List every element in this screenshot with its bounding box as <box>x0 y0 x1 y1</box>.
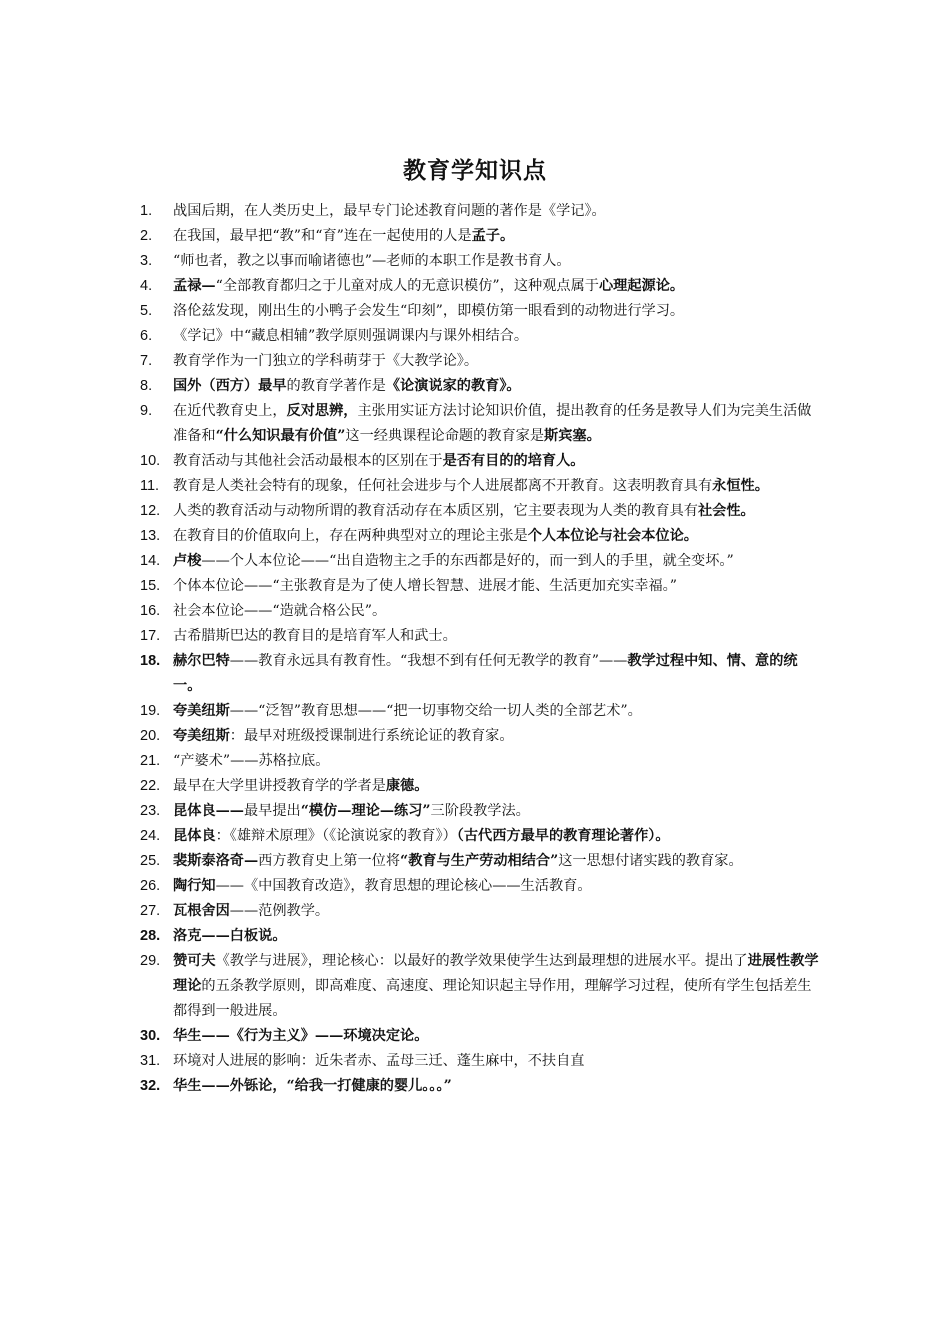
item-text-bold: “什么知识最有价值” <box>215 428 346 444</box>
item-text: 古希腊斯巴达的教育目的是培育军人和武士。 <box>173 628 457 644</box>
item-text: 《教学与进展》，理论核心：以最好的教学效果使学生达到最理想的进展水平。提出了 <box>215 953 748 969</box>
list-item <box>140 624 820 649</box>
item-text: 这一经典课程论命题的教育家是 <box>345 428 545 444</box>
item-text-bold: 华生——《行为主义》——环境决定论。 <box>173 1028 429 1044</box>
item-text: ——个人本位论——“出自造物主之手的东西都是好的，而一到人的手里，就全变坏。” <box>201 553 734 569</box>
item-text-bold: 孟子。 <box>471 228 515 244</box>
item-number: 2. <box>140 228 153 244</box>
list-item <box>140 1024 820 1049</box>
item-number: 18. <box>140 653 161 669</box>
list-item <box>140 649 820 699</box>
item-text: 在我国，最早把“教”和“育”连在一起使用的人是 <box>173 228 472 244</box>
item-text: 最早在大学里讲授教育学的学者是 <box>173 778 386 794</box>
item-number: 19. <box>140 703 161 719</box>
item-text-bold: （古代西方最早的教育理论著作）。 <box>456 828 670 844</box>
item-text: 教育是人类社会特有的现象，任何社会进步与个人进展都离不开教育。这表明教育具有 <box>173 478 713 494</box>
list-item <box>140 1049 820 1074</box>
item-number: 17. <box>140 628 161 644</box>
item-text: 最早提出 <box>243 803 301 819</box>
item-text: ：最早对班级授课制进行系统论证的教育家。 <box>229 728 514 744</box>
item-text: ——教育永远具有教育性。“我想不到有任何无教学的教育”—— <box>229 653 628 669</box>
list-item <box>140 1074 820 1099</box>
item-number: 3. <box>140 253 153 269</box>
item-text: ——《中国教育改造》，教育思想的理论核心——生活教育。 <box>215 878 592 894</box>
item-number: 10. <box>140 453 161 469</box>
item-number: 16. <box>140 603 161 619</box>
item-text-bold: 是否有目的的培育人。 <box>442 453 585 469</box>
item-number: 11. <box>140 478 160 494</box>
item-number: 25. <box>140 853 161 869</box>
item-number: 7. <box>140 353 153 369</box>
list-item <box>140 699 820 724</box>
item-number: 23. <box>140 803 161 819</box>
item-text: 的五条教学原则，即高难度、高速度、理论知识起主导作用，理解学习过程，使所有学生包括差生都得到一般进展。 <box>173 978 812 1019</box>
item-number: 12. <box>140 503 161 519</box>
list-item <box>140 524 820 549</box>
item-number: 9. <box>140 403 153 419</box>
item-text-bold: 洛克——白板说。 <box>173 928 287 944</box>
list-item <box>140 249 820 274</box>
item-number: 21. <box>140 753 161 769</box>
item-text-bold: 卢梭 <box>173 553 202 569</box>
item-text-bold: 裴斯泰洛奇— <box>173 853 259 869</box>
item-text: 战国后期，在人类历史上，最早专门论述教育问题的著作是《学记》。 <box>173 203 606 219</box>
item-number: 14. <box>140 553 161 569</box>
item-text: 在近代教育史上， <box>173 403 287 419</box>
item-number: 28. <box>140 928 161 944</box>
list-item <box>140 774 820 799</box>
item-text-bold: 《论演说家的教育》。 <box>385 378 521 394</box>
list-item <box>140 574 820 599</box>
item-text: “全部教育都归之于儿童对成人的无意识模仿”，这种观点属于 <box>215 278 599 294</box>
item-number: 15. <box>140 578 161 594</box>
item-number: 31. <box>140 1053 161 1069</box>
list-item <box>140 849 820 874</box>
item-text: 西方教育史上第一位将 <box>258 853 401 869</box>
item-text-bold: 国外（西方）最早 <box>173 378 287 394</box>
list-item <box>140 924 820 949</box>
item-text-bold: 个人本位论与社会本位论。 <box>527 528 698 544</box>
item-number: 5. <box>140 303 153 319</box>
item-text: 三阶段教学法。 <box>430 803 530 819</box>
item-text: 环境对人进展的影响：近朱者赤、孟母三迁、蓬生麻中，不扶自直 <box>173 1053 585 1069</box>
item-number: 22. <box>140 778 161 794</box>
item-number: 26. <box>140 878 161 894</box>
list-item <box>140 749 820 774</box>
item-text: ——“泛智”教育思想——“把一切事物交给一切人类的全部艺术”。 <box>229 703 642 719</box>
list-item <box>140 224 820 249</box>
item-text-bold: 进展性教学理论 <box>173 953 819 994</box>
list-item <box>140 349 820 374</box>
item-text-bold: 康德。 <box>385 778 429 794</box>
item-text-bold: 华生——外铄论，“给我一打健康的婴儿。。。” <box>173 1078 452 1094</box>
item-text-bold: “模仿—理论—练习” <box>300 803 431 819</box>
list-item <box>140 299 820 324</box>
list-item <box>140 474 820 499</box>
item-text: 主张用实证方法讨论知识价值，提出教育的任务是教导人们为完美生活做准备和 <box>173 403 812 444</box>
item-text: 社会本位论——“造就合格公民”。 <box>173 603 387 619</box>
list-item <box>140 799 820 824</box>
item-number: 29. <box>140 953 161 969</box>
item-text-bold: 瓦根舍因 <box>173 903 230 919</box>
list-item <box>140 724 820 749</box>
item-text-bold: 昆体良 <box>173 828 216 844</box>
item-text: 洛伦兹发现，刚出生的小鸭子会发生“印刻”，即模仿第一眼看到的动物进行学习。 <box>173 303 685 319</box>
list-item <box>140 824 820 849</box>
item-number: 27. <box>140 903 161 919</box>
item-text-bold: 永恒性。 <box>712 478 769 494</box>
list-item <box>140 374 820 399</box>
item-text-bold: 斯宾塞。 <box>544 428 601 444</box>
item-text: “产婆术”——苏格拉底。 <box>173 753 330 769</box>
item-text: “师也者，教之以事而喻诸德也”—老师的本职工作是教书育人。 <box>173 253 571 269</box>
item-number: 24. <box>140 828 161 844</box>
item-text: ：《雄辩术原理》（《论演说家的教育》） <box>215 828 457 844</box>
item-number: 4. <box>140 278 153 294</box>
item-number: 32. <box>140 1078 161 1094</box>
item-number: 8. <box>140 378 153 394</box>
list-item <box>140 874 820 899</box>
list-item <box>140 274 820 299</box>
list-item <box>140 399 820 449</box>
item-number: 13. <box>140 528 161 544</box>
item-text: 教育学作为一门独立的学科萌芽于《大教学论》。 <box>173 353 479 369</box>
item-text-bold: 夸美纽斯 <box>173 703 230 719</box>
item-number: 1. <box>140 203 153 219</box>
item-text: 在教育目的价值取向上，存在两种典型对立的理论主张是 <box>173 528 528 544</box>
list-item <box>140 549 820 574</box>
item-text-bold: 反对思辨， <box>286 403 358 419</box>
item-text: ——范例教学。 <box>229 903 330 919</box>
item-text: 教育活动与其他社会活动最根本的区别在于 <box>173 453 443 469</box>
list-item <box>140 499 820 524</box>
item-text-bold: 夸美纽斯 <box>173 728 230 744</box>
item-text-bold: 赫尔巴特 <box>173 653 230 669</box>
list-item <box>140 899 820 924</box>
item-text-bold: 陶行知 <box>173 878 216 894</box>
item-text: 《学记》中“藏息相辅”教学原则强调课内与课外相结合。 <box>173 328 529 344</box>
item-text-bold: 昆体良—— <box>173 803 244 819</box>
knowledge-point-list <box>140 199 820 1099</box>
list-item <box>140 324 820 349</box>
item-text: 这一思想付诸实践的教育家。 <box>558 853 743 869</box>
item-text-bold: 教学过程中知、情、意的统一。 <box>173 653 798 694</box>
item-number: 6. <box>140 328 153 344</box>
list-item <box>140 199 820 224</box>
page-title: 教育学知识点 <box>403 157 547 184</box>
item-text-bold: “教育与生产劳动相结合” <box>400 853 559 869</box>
item-text-bold: 心理起源论。 <box>598 278 685 294</box>
item-text-bold: 社会性。 <box>697 503 755 519</box>
item-number: 20. <box>140 728 161 744</box>
list-item <box>140 949 820 1024</box>
item-text-bold: 赞可夫 <box>173 953 216 969</box>
item-number: 30. <box>140 1028 161 1044</box>
item-text-bold: 孟禄— <box>173 278 216 294</box>
list-item <box>140 599 820 624</box>
item-text: 个体本位论——“主张教育是为了使人增长智慧、进展才能、生活更加充实幸福。” <box>173 578 677 594</box>
item-text: 人类的教育活动与动物所谓的教育活动存在本质区别，它主要表现为人类的教育具有 <box>173 503 698 519</box>
list-item <box>140 449 820 474</box>
item-text: 的教育学著作是 <box>286 378 386 394</box>
